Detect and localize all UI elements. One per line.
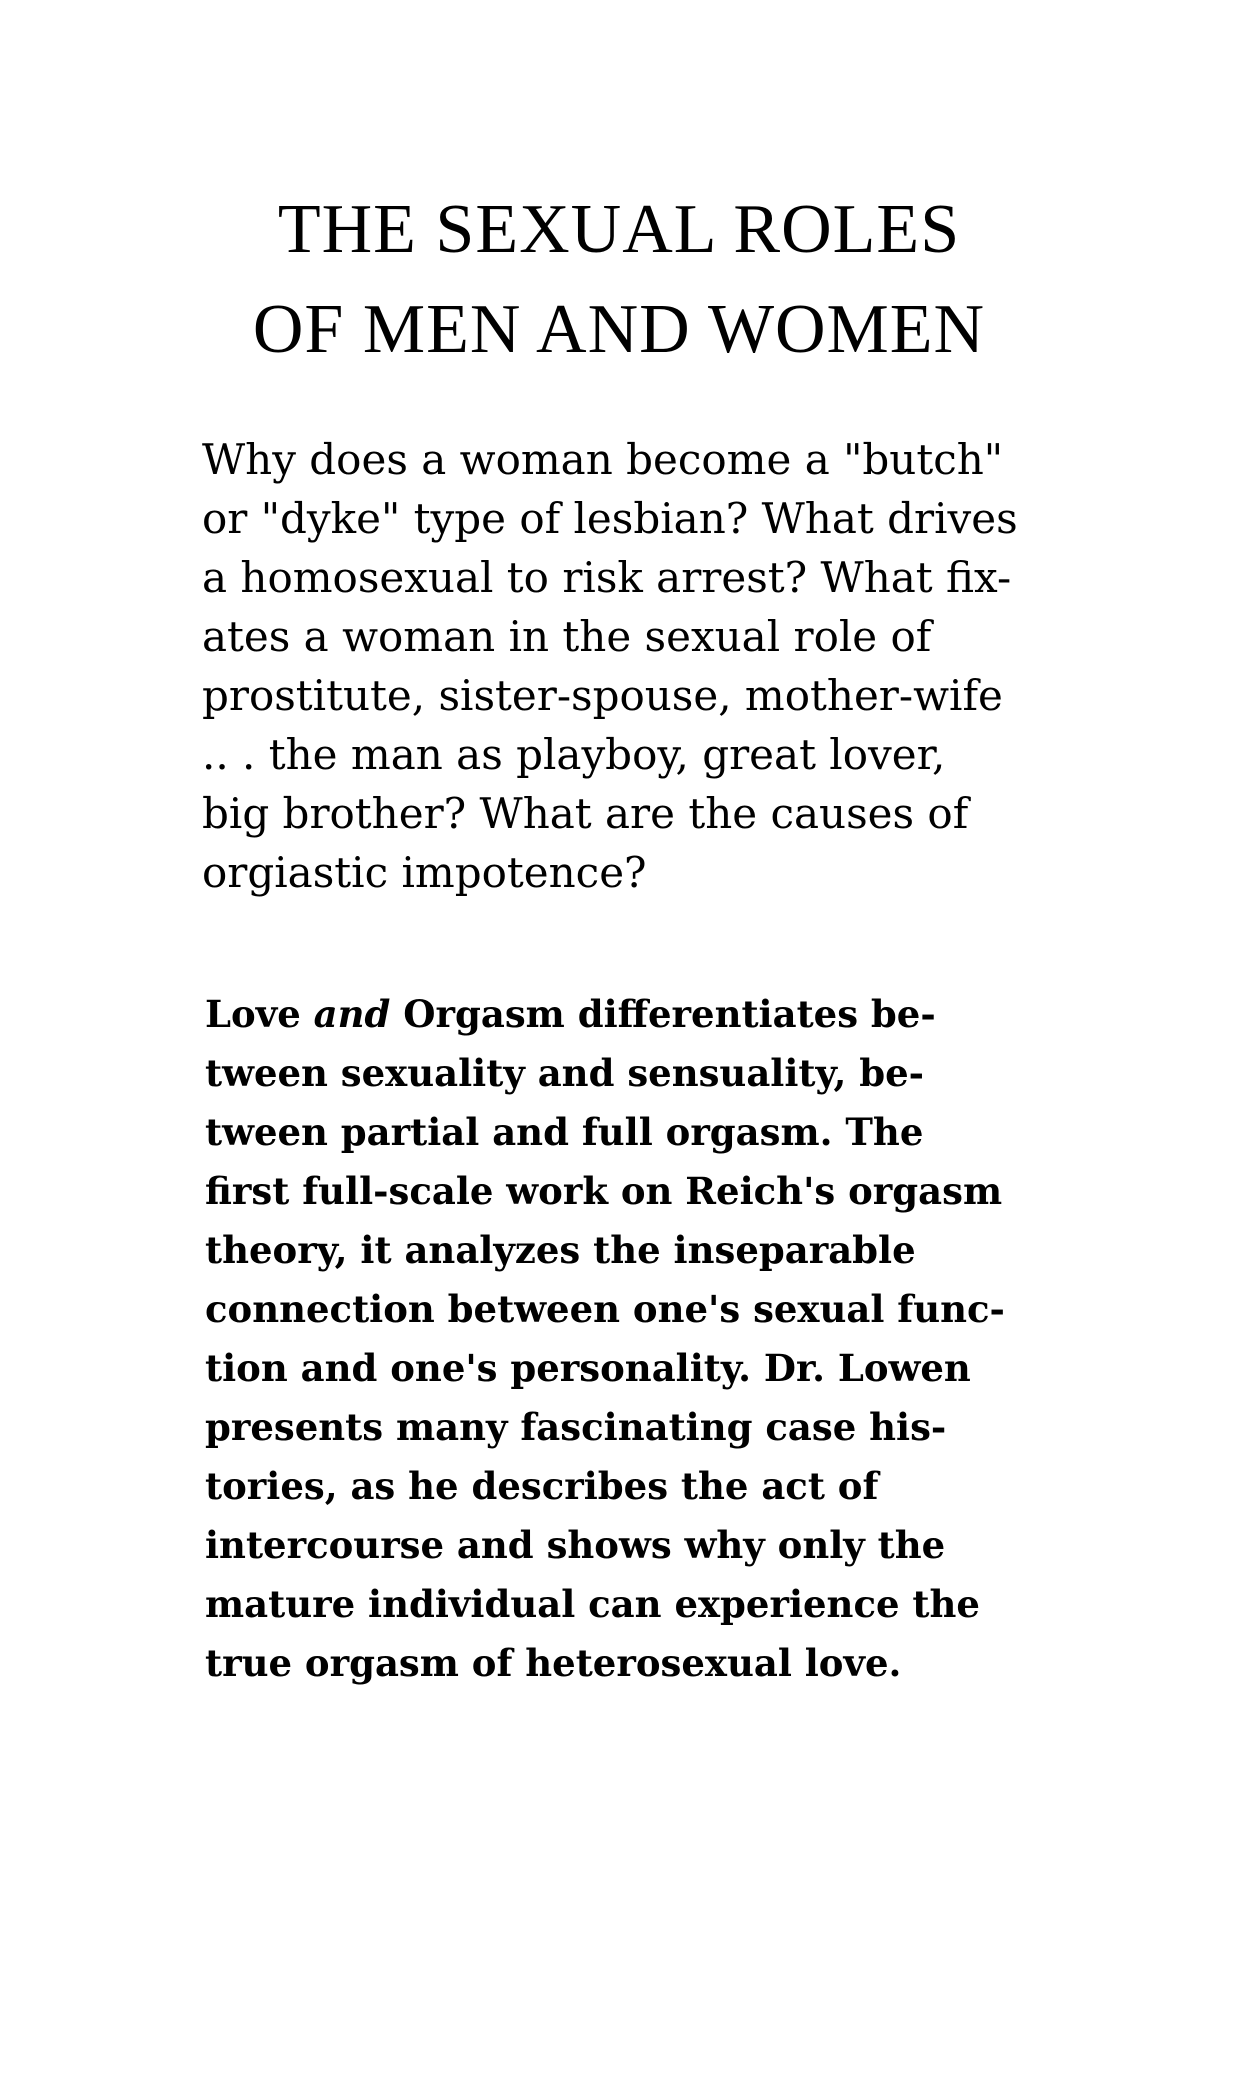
- description-line: connection between one's sexual func-: [205, 1287, 1005, 1331]
- title-line-1: THE SEXUAL ROLES: [277, 191, 961, 268]
- description-line: tories, as he describes the act of: [205, 1464, 879, 1508]
- blurb-paragraph: [202, 430, 1082, 902]
- description-line: mature individual can experience the: [205, 1582, 980, 1626]
- description-line: tween sexuality and sensuality, be-: [205, 1051, 924, 1095]
- title-line-2: OF MEN AND WOMEN: [252, 291, 986, 368]
- blurb-line: orgiastic impotence?: [202, 848, 647, 897]
- blurb-line: .. . the man as playboy, great lover,: [202, 730, 946, 779]
- book-title-word-love: Love: [205, 992, 301, 1036]
- blurb-line: or "dyke" type of lesbian? What drives: [202, 494, 1018, 543]
- description-first-line-rest: Orgasm differentiates be-: [403, 992, 936, 1036]
- description-line: true orgasm of heterosexual love.: [205, 1641, 902, 1685]
- description-paragraph: [205, 985, 1085, 1693]
- blurb-line: ates a woman in the sexual role of: [202, 612, 932, 661]
- blurb-line: Why does a woman become a "butch": [202, 435, 1004, 484]
- book-title-word-and: and: [313, 992, 391, 1036]
- blurb-line: prostitute, sister-spouse, mother-wife: [202, 671, 1003, 720]
- page-title: [0, 180, 1238, 380]
- description-line: tween partial and full orgasm. The: [205, 1110, 924, 1154]
- description-line: theory, it analyzes the inseparable: [205, 1228, 916, 1272]
- blurb-line: big brother? What are the causes of: [202, 789, 969, 838]
- blurb-line: a homosexual to risk arrest? What fix-: [202, 553, 1012, 602]
- description-line: first full-scale work on Reich's orgasm: [205, 1169, 1003, 1213]
- description-line: intercourse and shows why only the: [205, 1523, 946, 1567]
- description-line: tion and one's personality. Dr. Lowen: [205, 1346, 971, 1390]
- description-line: [205, 985, 1085, 1044]
- description-line: presents many fascinating case his-: [205, 1405, 947, 1449]
